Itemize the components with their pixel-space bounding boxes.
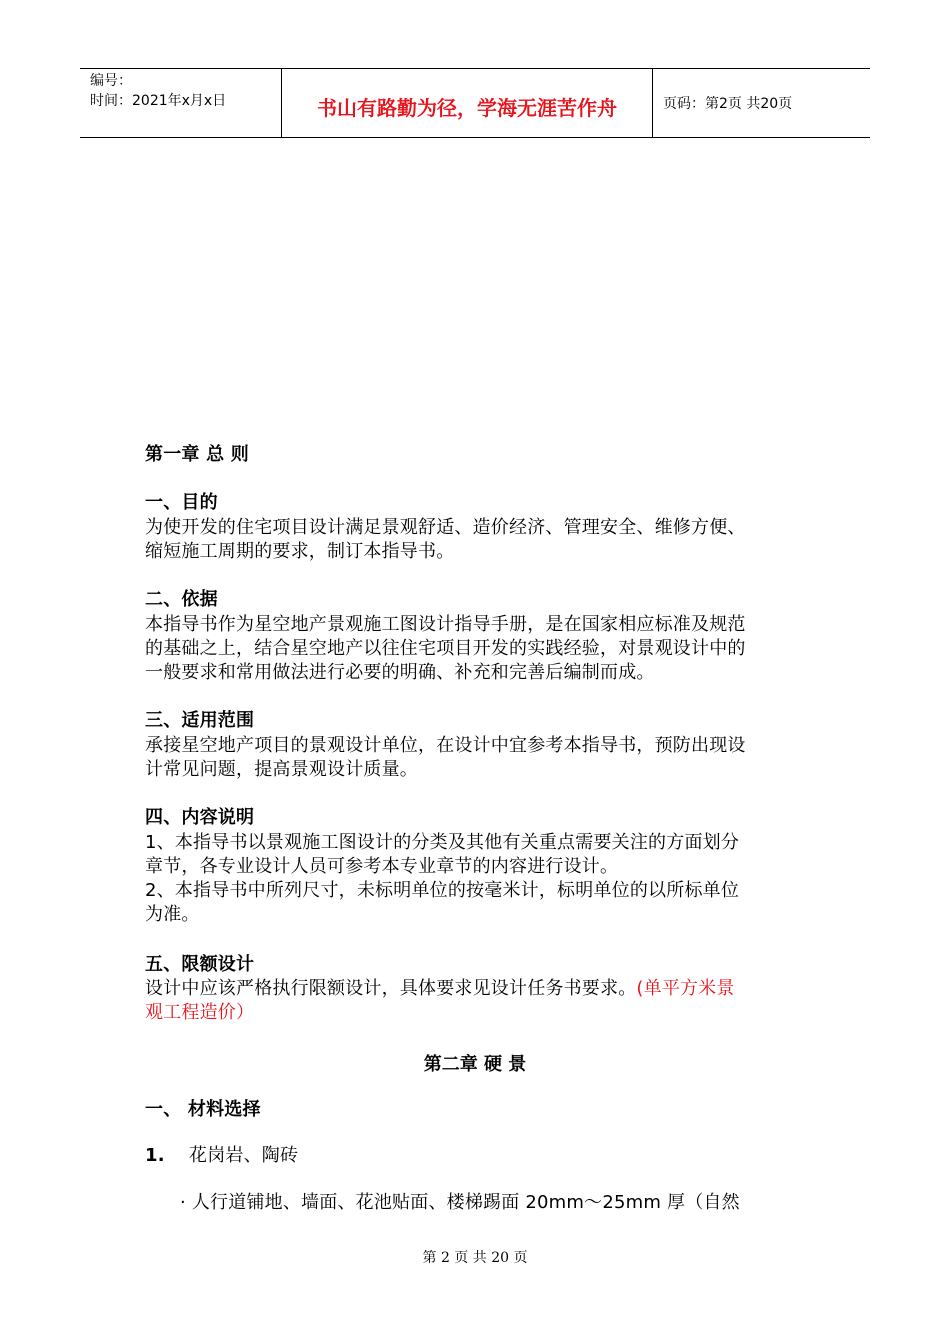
section4-line2: 章节，各专业设计人员可参考本专业章节的内容进行设计。 <box>145 856 619 877</box>
header-page-info: 页码：第2页 共20页 <box>663 96 793 112</box>
header-table <box>80 68 870 138</box>
section1-line2: 缩短施工周期的要求，制订本指导书。 <box>145 541 455 562</box>
bullet1: · 人行道铺地、墙面、花池贴面、楼梯踢面 20mm～25mm 厚（自然 <box>180 1192 740 1213</box>
page-footer: 第 2 页 共 20 页 <box>422 1250 528 1266</box>
chapter1-title: 第一章 总 则 <box>145 444 249 465</box>
item1 <box>145 1144 298 1168</box>
section2-line2: 的基础之上，结合星空地产以往住宅项目开发的实践经验，对景观设计中的 <box>145 638 746 659</box>
item1-number: 1. <box>145 1145 165 1166</box>
section5-title: 五、限额设计 <box>145 954 255 975</box>
chapter2-title: 第二章 硬 景 <box>423 1054 527 1075</box>
section5-line1-text: 设计中应该严格执行限额设计，具体要求见设计任务书要求。 <box>145 978 637 999</box>
item1-text: 花岗岩、陶砖 <box>189 1145 299 1166</box>
section4-line1: 1、本指导书以景观施工图设计的分类及其他有关重点需要关注的方面划分 <box>145 832 740 853</box>
section5-line1 <box>145 977 735 1001</box>
section5-line1-red: (单平方米景 <box>636 978 735 999</box>
section2-title: 二、依据 <box>145 589 218 610</box>
document-number: 编号： <box>90 73 132 89</box>
section2-line1: 本指导书作为星空地产景观施工图设计指导手册，是在国家相应标准及规范 <box>145 614 746 635</box>
section1-line1: 为使开发的住宅项目设计满足景观舒适、造价经济、管理安全、维修方便、 <box>145 517 746 538</box>
section4-line4: 为准。 <box>145 904 200 925</box>
section2-line3: 一般要求和常用做法进行必要的明确、补充和完善后编制而成。 <box>145 662 655 683</box>
section3-title: 三、适用范围 <box>145 710 255 731</box>
header-left-cell <box>80 69 281 137</box>
section4-title: 四、内容说明 <box>145 807 255 828</box>
section5-line2-red: 观工程造价） <box>145 1002 255 1023</box>
document-time: 时间：2021年x月x日 <box>90 93 227 109</box>
section3-line1: 承接星空地产项目的景观设计单位，在设计中宜参考本指导书，预防出现设 <box>145 735 746 756</box>
section1-title: 一、目的 <box>145 492 218 513</box>
section4-line3: 2、本指导书中所列尺寸，未标明单位的按毫米计，标明单位的以所标单位 <box>145 880 740 901</box>
section3-line2: 计常见问题，提高景观设计质量。 <box>145 759 418 780</box>
chapter2-section1-title: 一、 材料选择 <box>145 1099 261 1120</box>
header-motto: 书山有路勤为径，学海无涯苦作舟 <box>281 69 653 137</box>
